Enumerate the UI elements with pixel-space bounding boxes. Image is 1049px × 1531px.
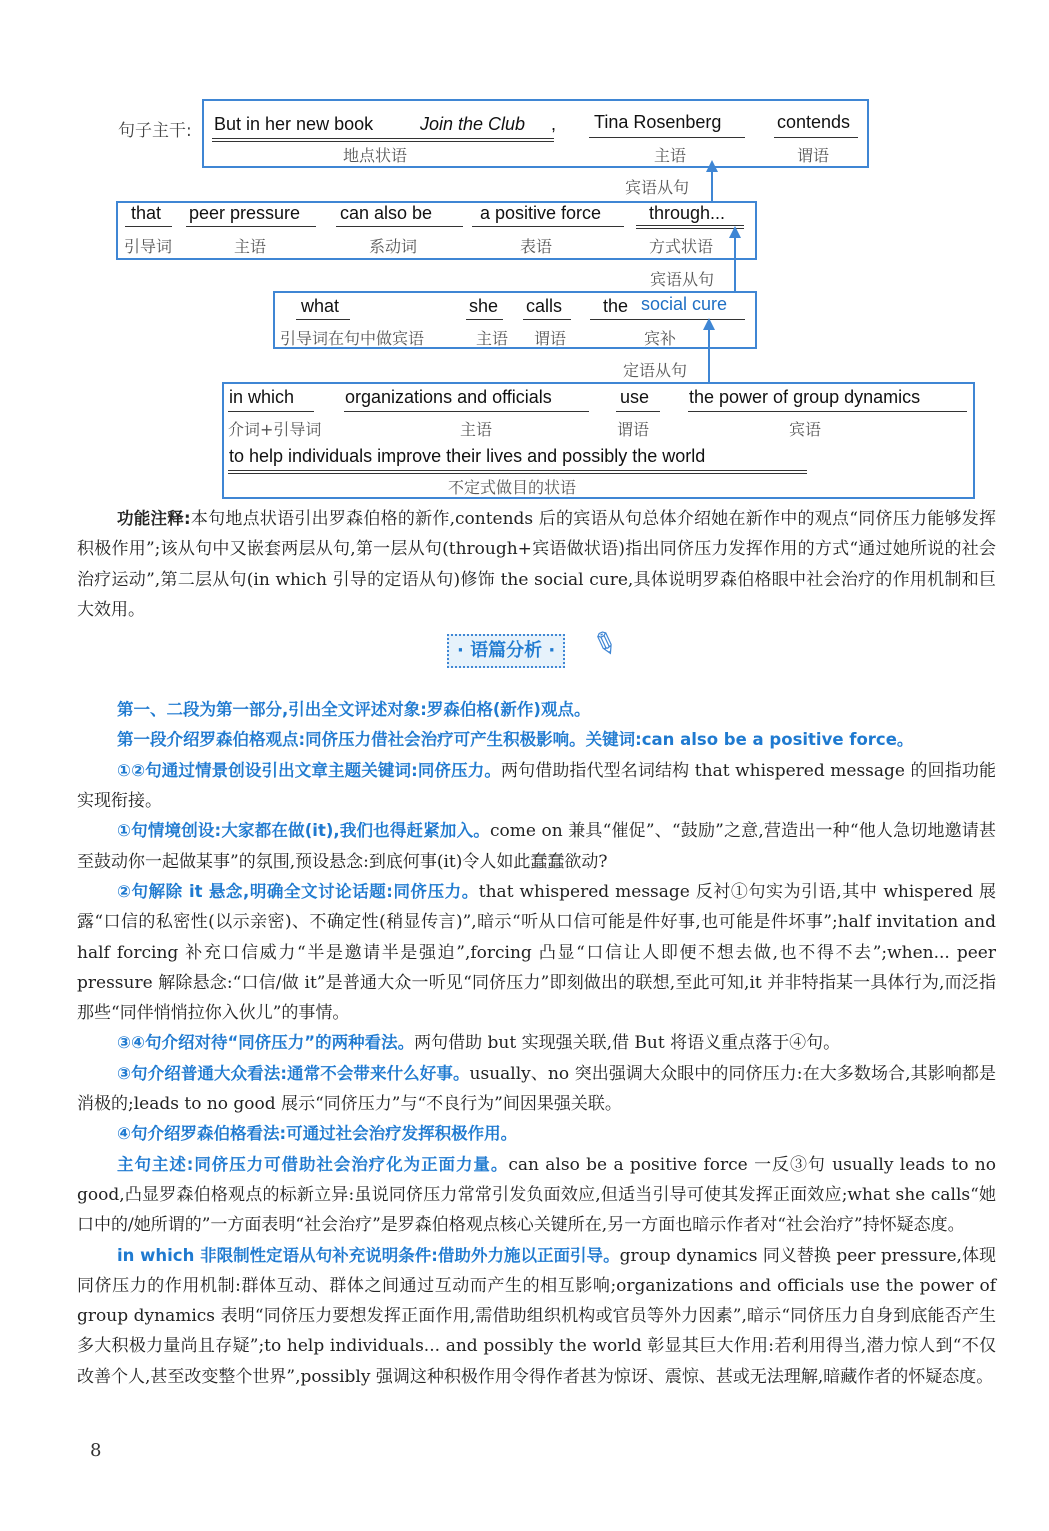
label: 介词+引导词 xyxy=(228,420,322,439)
analysis-paragraph xyxy=(77,877,996,1028)
word: in which xyxy=(229,387,295,407)
analysis-text xyxy=(77,504,996,1392)
label: 主语 xyxy=(460,420,493,439)
paragraph-lead: ①句情境创设:大家都在做(it),我们也得赶紧加入。 xyxy=(117,821,490,841)
label: 谓语 xyxy=(534,329,567,348)
word: what xyxy=(301,296,340,316)
paragraph-lead: ④句介绍罗森伯格看法:可通过社会治疗发挥积极作用。 xyxy=(117,1124,518,1144)
analysis-paragraph xyxy=(77,1059,996,1120)
label: 主语 xyxy=(234,237,267,256)
word: the power of group dynamics xyxy=(689,387,921,407)
word: Tina Rosenberg xyxy=(594,112,722,132)
book-title: Join the Club xyxy=(420,114,526,134)
paragraph-lead: 第一、二段为第一部分,引出全文评述对象:罗森伯格(新作)观点。 xyxy=(117,700,591,720)
note-body: 本句地点状语引出罗森伯格的新作,contends 后的宾语从句总体介绍她在新作中的观点“同侪压力能够发挥积极作用”;该从句中又嵌套两层从句,第一层从句(through+宾语做状语)指出同侪压力发挥作用的方式“通过她所说的社会治疗运动”,第二层从句(in which 引导的定语从句)修饰 the social cure,具体说明罗森伯格眼中社会治疗的作用机制和巨大效用。 xyxy=(77,509,996,620)
word: to help individuals improve their lives and possibly the world xyxy=(229,446,706,466)
word: calls xyxy=(526,296,563,316)
label: 地点状语 xyxy=(343,146,408,165)
paragraph-lead: ③句介绍普通大众看法:通常不会带来什么好事。 xyxy=(117,1063,470,1083)
pen-icon: ✎ xyxy=(586,623,623,666)
word: she xyxy=(469,296,499,316)
word: , xyxy=(551,114,557,134)
word: a positive force xyxy=(480,203,602,223)
paragraph-body: can also be a positive force 一反③句 usually leads to no good,凸显罗森伯格观点的标新立异:虽说同侪压力常常引发负面效应,但适当引导可使其发挥正面效应;what she calls“她口中的/她所谓的”一方面表明“社会治疗”是罗森伯格观点核心关键所在,另一方面也暗示作者对“社会治疗”持怀疑态度。 xyxy=(77,1154,996,1236)
arrow-label: 宾语从句 xyxy=(625,178,690,197)
label: 宾语 xyxy=(789,420,822,439)
word: through... xyxy=(649,203,726,223)
word: But in her new book xyxy=(214,114,374,134)
word: organizations and officials xyxy=(345,387,552,407)
word: the xyxy=(603,296,629,316)
paragraph-body: group dynamics 同义替换 peer pressure,体现同侪压力的作用机制:群体互动、群体之间通过互动而产生的相互影响;organizations and officials use the power of group dynamics 表明“同侪压力要想发挥正面作用,需借助组织机构或官员等外力因素”,暗示“同侪压力自身到底能否产生多大积极力量尚且存疑”;to help individuals... and possibly the world 彰显其巨大作用:若利用得当,潜力惊人到“不仅改善个人,甚至改变整个世界”,possibly 强调这种积极作用令得作者甚为惊讶、震惊、甚或无法理解,暗藏作者的怀疑态度。 xyxy=(77,1245,996,1387)
main-clause-label: 句子主干: xyxy=(118,121,192,141)
word: peer pressure xyxy=(189,203,301,223)
analysis-paragraph xyxy=(77,725,996,755)
analysis-paragraph xyxy=(77,1028,996,1058)
paragraph-lead: in which 非限制性定语从句补充说明条件:借助外力施以正面引导。 xyxy=(117,1245,620,1265)
analysis-paragraph xyxy=(77,1119,996,1149)
analysis-paragraph xyxy=(77,1150,996,1241)
analysis-paragraph xyxy=(77,1241,996,1392)
word: contends xyxy=(777,112,851,132)
word: can also be xyxy=(340,203,433,223)
function-note xyxy=(77,504,996,625)
arrow-up-icon xyxy=(711,170,713,201)
paragraph-lead: ①②句通过情景创设引出文章主题关键词:同侪压力。 xyxy=(117,760,501,780)
label: 主语 xyxy=(654,146,687,165)
arrow-up-icon xyxy=(734,236,736,291)
paragraph-body: 两句借助 but 实现强关联,借 But 将语义重点落于④句。 xyxy=(414,1033,841,1054)
arrow-label: 宾语从句 xyxy=(650,270,715,289)
paragraph-lead: 第一段介绍罗森伯格观点:同侪压力借社会治疗可产生积极影响。关键词:can also be a positive force。 xyxy=(117,730,914,750)
paragraph-body: 两句借助指代型名词结构 that whispered message 的回指功能实现衔接。 xyxy=(77,760,996,812)
label: 不定式做目的状语 xyxy=(448,478,577,497)
label: 主语 xyxy=(476,329,509,348)
paragraph-lead: ③④句介绍对待“同侪压力”的两种看法。 xyxy=(117,1033,415,1053)
label: 宾补 xyxy=(644,329,677,348)
note-lead: 功能注释: xyxy=(117,509,191,528)
word: that xyxy=(131,203,162,223)
highlighted-word: social cure xyxy=(641,294,728,314)
label: 引导词 xyxy=(124,237,173,256)
paragraph-body: usually、no 突出强调大众眼中的同侪压力:在大多数场合,其影响都是消极的;leads to no good 展示“同侪压力”与“不良行为”间因果强关联。 xyxy=(77,1063,997,1115)
analysis-paragraph xyxy=(77,816,996,877)
label: 系动词 xyxy=(369,237,418,256)
label: 谓语 xyxy=(797,146,830,165)
paragraph-body: come on 兼具“催促”、“鼓励”之意,营造出一种“他人急切地邀请甚至鼓动你一起做某事”的氛围,预设悬念:到底何事(it)令人如此蠢蠢欲动? xyxy=(77,821,996,872)
word: use xyxy=(620,387,650,407)
paragraph-body: that whispered message 反衬①句实为引语,其中 whispered 展露“口信的私密性(以示亲密)、不确定性(稍显传言)”,暗示“听从口信可能是件好事,也可能是件坏事”;half invitation and half forcing 补充口信威力“半是邀请半是强迫”,forcing 凸显“口信让人即便不想去做,也不得不去”;when... peer pressure 解除悬念:“口信/做 it”是普通大众一听见“同侪压力”即刻做出的联想,至此可知,it 并非特指某一具体行为,而泛指那些“同伴悄悄拉你入伙儿”的事情。 xyxy=(77,881,996,1024)
paragraph-lead: 主句主述:同侪压力可借助社会治疗化为正面力量。 xyxy=(117,1154,509,1174)
label: 表语 xyxy=(520,237,553,256)
page-number: 8 xyxy=(90,1440,102,1461)
label: 谓语 xyxy=(617,420,650,439)
paragraph-lead: ②句解除 it 悬念,明确全文讨论话题:同侪压力。 xyxy=(117,881,479,901)
section-title: · 语篇分析 · xyxy=(447,634,565,668)
section-banner xyxy=(77,623,996,694)
analysis-paragraph xyxy=(77,695,996,725)
arrow-label: 定语从句 xyxy=(623,361,688,380)
label: 引导词在句中做宾语 xyxy=(280,329,425,348)
arrow-up-icon xyxy=(708,328,710,382)
label: 方式状语 xyxy=(649,237,714,256)
analysis-paragraph xyxy=(77,756,996,817)
